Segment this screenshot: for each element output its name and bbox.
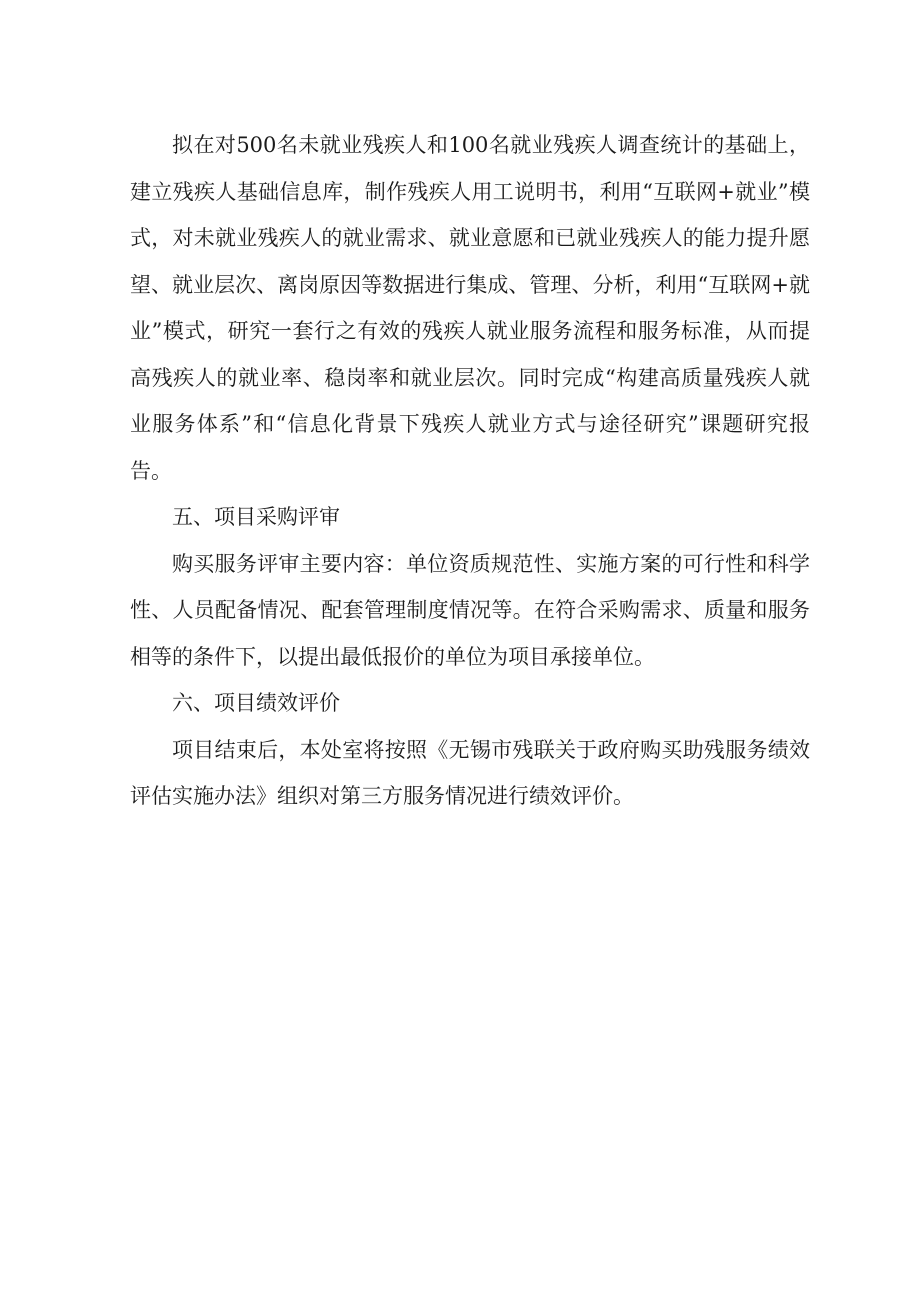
paragraph-review-content: 购买服务评审主要内容：单位资质规范性、实施方案的可行性和科学性、人员配备情况、配套管理制度情况等。在符合采购需求、质量和服务相等的条件下，以提出最低报价的单位为项目承接单位。 [130, 551, 810, 669]
paragraph-survey-plan: 拟在对500名未就业残疾人和100名就业残疾人调查统计的基础上，建立残疾人基础信息库，制作残疾人用工说明书，利用“互联网+就业”模式，对未就业残疾人的就业需求、就业意愿和已就业残疾人的能力提升愿望、就业层次、离岗原因等数据进行集成、管理、分析，利用“互联网+就业”模式，研究一套行之有效的残疾人就业服务流程和服务标准，从而提高残疾人的就业率、稳岗率和就业层次。同时完成“构建高质量残疾人就业服务体系”和“信息化背景下残疾人就业方式与途径研究”课题研究报告。 [130, 133, 810, 483]
section-heading-performance-evaluation: 六、项目绩效评价 [172, 691, 340, 715]
paragraph-evaluation-method: 项目结束后，本处室将按照《无锡市残联关于政府购买助残服务绩效评估实施办法》组织对第三方服务情况进行绩效评价。 [130, 737, 810, 808]
section-heading-procurement-review: 五、项目采购评审 [172, 505, 340, 529]
document-body [130, 122, 810, 820]
